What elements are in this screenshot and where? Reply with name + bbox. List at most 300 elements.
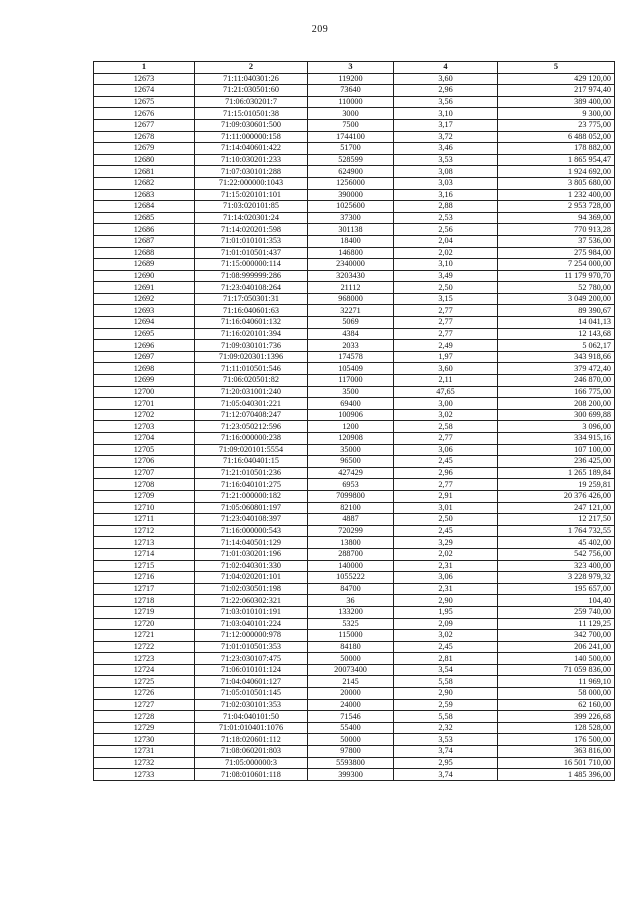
row-number-cell: 12696 xyxy=(94,340,195,352)
area-cell: 100906 xyxy=(308,409,394,421)
column-header-5: 5 xyxy=(498,62,615,74)
value-cell: 379 472,40 xyxy=(498,363,615,375)
table-row xyxy=(94,398,615,410)
cadastral-value-table xyxy=(93,61,615,781)
rate-cell: 3,60 xyxy=(394,363,498,375)
rate-cell: 2,04 xyxy=(394,235,498,247)
row-number-cell: 12673 xyxy=(94,73,195,85)
area-cell: 4384 xyxy=(308,328,394,340)
cadastral-number-cell: 71:14:020301:24 xyxy=(195,212,308,224)
table-row xyxy=(94,293,615,305)
area-cell: 37300 xyxy=(308,212,394,224)
row-number-cell: 12701 xyxy=(94,398,195,410)
table-row xyxy=(94,618,615,630)
row-number-cell: 12704 xyxy=(94,433,195,445)
rate-cell: 2,32 xyxy=(394,722,498,734)
rate-cell: 2,56 xyxy=(394,224,498,236)
value-cell: 52 780,00 xyxy=(498,282,615,294)
area-cell: 50000 xyxy=(308,734,394,746)
value-cell: 246 870,00 xyxy=(498,375,615,387)
table-row xyxy=(94,270,615,282)
table-row xyxy=(94,444,615,456)
value-cell: 12 217,50 xyxy=(498,514,615,526)
area-cell: 117000 xyxy=(308,375,394,387)
area-cell: 51700 xyxy=(308,143,394,155)
row-number-cell: 12713 xyxy=(94,537,195,549)
cadastral-number-cell: 71:14:040601:422 xyxy=(195,143,308,155)
value-cell: 71 059 836,00 xyxy=(498,664,615,676)
row-number-cell: 12718 xyxy=(94,595,195,607)
row-number-cell: 12698 xyxy=(94,363,195,375)
area-cell: 2145 xyxy=(308,676,394,688)
value-cell: 89 390,67 xyxy=(498,305,615,317)
table-row xyxy=(94,375,615,387)
value-cell: 140 500,00 xyxy=(498,653,615,665)
row-number-cell: 12711 xyxy=(94,514,195,526)
value-cell: 208 200,00 xyxy=(498,398,615,410)
cadastral-number-cell: 71:21:000000:182 xyxy=(195,490,308,502)
row-number-cell: 12702 xyxy=(94,409,195,421)
value-cell: 334 915,16 xyxy=(498,433,615,445)
table-row xyxy=(94,757,615,769)
value-cell: 3 096,00 xyxy=(498,421,615,433)
rate-cell: 2,77 xyxy=(394,328,498,340)
table-body xyxy=(94,73,615,780)
cadastral-number-cell: 71:20:031001:240 xyxy=(195,386,308,398)
row-number-cell: 12723 xyxy=(94,653,195,665)
rate-cell: 3,16 xyxy=(394,189,498,201)
cadastral-number-cell: 71:11:040301:26 xyxy=(195,73,308,85)
cadastral-number-cell: 71:01:010501:353 xyxy=(195,641,308,653)
area-cell: 528599 xyxy=(308,154,394,166)
row-number-cell: 12703 xyxy=(94,421,195,433)
value-cell: 14 041,13 xyxy=(498,317,615,329)
area-cell: 5325 xyxy=(308,618,394,630)
table-row xyxy=(94,259,615,271)
cadastral-number-cell: 71:06:010101:124 xyxy=(195,664,308,676)
value-cell: 7 254 000,00 xyxy=(498,259,615,271)
value-cell: 300 699,88 xyxy=(498,409,615,421)
rate-cell: 2,50 xyxy=(394,282,498,294)
area-cell: 7099800 xyxy=(308,490,394,502)
value-cell: 9 300,00 xyxy=(498,108,615,120)
table-row xyxy=(94,676,615,688)
table-row xyxy=(94,282,615,294)
value-cell: 94 369,00 xyxy=(498,212,615,224)
cadastral-number-cell: 71:03:040101:224 xyxy=(195,618,308,630)
table-row xyxy=(94,108,615,120)
cadastral-number-cell: 71:05:040301:221 xyxy=(195,398,308,410)
table-row xyxy=(94,351,615,363)
area-cell: 21112 xyxy=(308,282,394,294)
rate-cell: 3,60 xyxy=(394,73,498,85)
value-cell: 20 376 426,00 xyxy=(498,490,615,502)
cadastral-number-cell: 71:01:030201:196 xyxy=(195,548,308,560)
row-number-cell: 12726 xyxy=(94,688,195,700)
cadastral-number-cell: 71:23:040108:264 xyxy=(195,282,308,294)
table-row xyxy=(94,119,615,131)
row-number-cell: 12692 xyxy=(94,293,195,305)
area-cell: 399300 xyxy=(308,769,394,781)
table-row xyxy=(94,722,615,734)
rate-cell: 2,77 xyxy=(394,479,498,491)
area-cell: 3500 xyxy=(308,386,394,398)
area-cell: 6953 xyxy=(308,479,394,491)
table-row xyxy=(94,386,615,398)
cadastral-number-cell: 71:09:030601:500 xyxy=(195,119,308,131)
cadastral-number-cell: 71:08:999999:286 xyxy=(195,270,308,282)
rate-cell: 2,95 xyxy=(394,757,498,769)
cadastral-number-cell: 71:16:000000:543 xyxy=(195,525,308,537)
cadastral-number-cell: 71:12:000000:978 xyxy=(195,630,308,642)
area-cell: 427429 xyxy=(308,467,394,479)
cadastral-number-cell: 71:23:040108:397 xyxy=(195,514,308,526)
value-cell: 178 882,00 xyxy=(498,143,615,155)
table-row xyxy=(94,688,615,700)
value-cell: 107 100,00 xyxy=(498,444,615,456)
row-number-cell: 12714 xyxy=(94,548,195,560)
area-cell: 146800 xyxy=(308,247,394,259)
rate-cell: 2,45 xyxy=(394,525,498,537)
rate-cell: 2,09 xyxy=(394,618,498,630)
area-cell: 71546 xyxy=(308,711,394,723)
row-number-cell: 12699 xyxy=(94,375,195,387)
row-number-cell: 12719 xyxy=(94,606,195,618)
cadastral-number-cell: 71:21:010501:236 xyxy=(195,467,308,479)
row-number-cell: 12708 xyxy=(94,479,195,491)
area-cell: 5069 xyxy=(308,317,394,329)
value-cell: 19 259,81 xyxy=(498,479,615,491)
rate-cell: 1,95 xyxy=(394,606,498,618)
value-cell: 259 740,00 xyxy=(498,606,615,618)
row-number-cell: 12709 xyxy=(94,490,195,502)
table-row xyxy=(94,699,615,711)
value-cell: 45 402,00 xyxy=(498,537,615,549)
row-number-cell: 12690 xyxy=(94,270,195,282)
table-row xyxy=(94,340,615,352)
cadastral-number-cell: 71:09:020301:1396 xyxy=(195,351,308,363)
rate-cell: 3,53 xyxy=(394,154,498,166)
cadastral-number-cell: 71:04:040601:127 xyxy=(195,676,308,688)
area-cell: 174578 xyxy=(308,351,394,363)
rate-cell: 2,58 xyxy=(394,421,498,433)
rate-cell: 3,54 xyxy=(394,664,498,676)
row-number-cell: 12695 xyxy=(94,328,195,340)
table-row xyxy=(94,328,615,340)
row-number-cell: 12694 xyxy=(94,317,195,329)
cadastral-number-cell: 71:03:020101:85 xyxy=(195,201,308,213)
area-cell: 96500 xyxy=(308,456,394,468)
rate-cell: 3,15 xyxy=(394,293,498,305)
row-number-cell: 12731 xyxy=(94,746,195,758)
area-cell: 73640 xyxy=(308,85,394,97)
value-cell: 62 160,00 xyxy=(498,699,615,711)
row-number-cell: 12686 xyxy=(94,224,195,236)
cadastral-number-cell: 71:11:000000:158 xyxy=(195,131,308,143)
row-number-cell: 12685 xyxy=(94,212,195,224)
area-cell: 84700 xyxy=(308,583,394,595)
row-number-cell: 12691 xyxy=(94,282,195,294)
area-cell: 4887 xyxy=(308,514,394,526)
row-number-cell: 12682 xyxy=(94,177,195,189)
cadastral-number-cell: 71:17:050301:31 xyxy=(195,293,308,305)
row-number-cell: 12683 xyxy=(94,189,195,201)
cadastral-number-cell: 71:18:020601:112 xyxy=(195,734,308,746)
row-number-cell: 12679 xyxy=(94,143,195,155)
table-row xyxy=(94,525,615,537)
cadastral-number-cell: 71:01:010501:437 xyxy=(195,247,308,259)
rate-cell: 2,77 xyxy=(394,317,498,329)
row-number-cell: 12681 xyxy=(94,166,195,178)
table-row xyxy=(94,595,615,607)
rate-cell: 3,29 xyxy=(394,537,498,549)
row-number-cell: 12716 xyxy=(94,572,195,584)
rate-cell: 1,97 xyxy=(394,351,498,363)
table-row xyxy=(94,490,615,502)
table-row xyxy=(94,548,615,560)
rate-cell: 2,81 xyxy=(394,653,498,665)
area-cell: 3000 xyxy=(308,108,394,120)
value-cell: 11 179 970,70 xyxy=(498,270,615,282)
cadastral-number-cell: 71:23:030107:475 xyxy=(195,653,308,665)
row-number-cell: 12674 xyxy=(94,85,195,97)
value-cell: 3 049 200,00 xyxy=(498,293,615,305)
value-cell: 176 500,00 xyxy=(498,734,615,746)
area-cell: 69400 xyxy=(308,398,394,410)
value-cell: 16 501 710,00 xyxy=(498,757,615,769)
value-cell: 11 129,25 xyxy=(498,618,615,630)
table-row xyxy=(94,653,615,665)
table-row xyxy=(94,224,615,236)
rate-cell: 3,03 xyxy=(394,177,498,189)
row-number-cell: 12722 xyxy=(94,641,195,653)
row-number-cell: 12684 xyxy=(94,201,195,213)
rate-cell: 2,90 xyxy=(394,595,498,607)
value-cell: 342 700,00 xyxy=(498,630,615,642)
row-number-cell: 12693 xyxy=(94,305,195,317)
cadastral-number-cell: 71:22:060302:321 xyxy=(195,595,308,607)
area-cell: 390000 xyxy=(308,189,394,201)
cadastral-number-cell: 71:12:070408:247 xyxy=(195,409,308,421)
area-cell: 84180 xyxy=(308,641,394,653)
table-row xyxy=(94,85,615,97)
cadastral-number-cell: 71:02:030101:353 xyxy=(195,699,308,711)
rate-cell: 2,45 xyxy=(394,456,498,468)
cadastral-number-cell: 71:11:010501:546 xyxy=(195,363,308,375)
rate-cell: 2,77 xyxy=(394,433,498,445)
rate-cell: 3,46 xyxy=(394,143,498,155)
cadastral-number-cell: 71:16:040601:63 xyxy=(195,305,308,317)
row-number-cell: 12733 xyxy=(94,769,195,781)
rate-cell: 2,49 xyxy=(394,340,498,352)
table-row xyxy=(94,317,615,329)
value-cell: 1 764 732,55 xyxy=(498,525,615,537)
row-number-cell: 12721 xyxy=(94,630,195,642)
area-cell: 97800 xyxy=(308,746,394,758)
table-row xyxy=(94,433,615,445)
cadastral-number-cell: 71:05:060801:197 xyxy=(195,502,308,514)
value-cell: 1 485 396,00 xyxy=(498,769,615,781)
column-header-3: 3 xyxy=(308,62,394,74)
rate-cell: 3,02 xyxy=(394,630,498,642)
cadastral-number-cell: 71:16:040601:132 xyxy=(195,317,308,329)
table-row xyxy=(94,583,615,595)
value-cell: 37 536,00 xyxy=(498,235,615,247)
table-row xyxy=(94,664,615,676)
table-row xyxy=(94,154,615,166)
rate-cell: 3,74 xyxy=(394,769,498,781)
value-cell: 6 488 052,00 xyxy=(498,131,615,143)
table-row xyxy=(94,560,615,572)
table-row xyxy=(94,537,615,549)
table-row xyxy=(94,73,615,85)
area-cell: 115000 xyxy=(308,630,394,642)
row-number-cell: 12706 xyxy=(94,456,195,468)
cadastral-number-cell: 71:21:030501:60 xyxy=(195,85,308,97)
row-number-cell: 12680 xyxy=(94,154,195,166)
value-cell: 206 241,00 xyxy=(498,641,615,653)
area-cell: 13800 xyxy=(308,537,394,549)
cadastral-number-cell: 71:22:000000:1043 xyxy=(195,177,308,189)
value-cell: 217 974,40 xyxy=(498,85,615,97)
cadastral-number-cell: 71:01:010401:1076 xyxy=(195,722,308,734)
table-row xyxy=(94,131,615,143)
area-cell: 120908 xyxy=(308,433,394,445)
rate-cell: 3,01 xyxy=(394,502,498,514)
cadastral-number-cell: 71:14:040501:129 xyxy=(195,537,308,549)
row-number-cell: 12720 xyxy=(94,618,195,630)
cadastral-number-cell: 71:09:030101:736 xyxy=(195,340,308,352)
cadastral-number-cell: 71:07:030101:288 xyxy=(195,166,308,178)
rate-cell: 2,45 xyxy=(394,641,498,653)
table-row xyxy=(94,201,615,213)
value-cell: 275 984,00 xyxy=(498,247,615,259)
value-cell: 5 062,17 xyxy=(498,340,615,352)
cadastral-number-cell: 71:08:060201:803 xyxy=(195,746,308,758)
cadastral-number-cell: 71:02:030501:198 xyxy=(195,583,308,595)
area-cell: 82100 xyxy=(308,502,394,514)
area-cell: 968000 xyxy=(308,293,394,305)
cadastral-number-cell: 71:04:040101:50 xyxy=(195,711,308,723)
cadastral-number-cell: 71:14:020201:598 xyxy=(195,224,308,236)
rate-cell: 2,02 xyxy=(394,548,498,560)
table-row xyxy=(94,606,615,618)
row-number-cell: 12729 xyxy=(94,722,195,734)
cadastral-number-cell: 71:06:030201:7 xyxy=(195,96,308,108)
rate-cell: 2,90 xyxy=(394,688,498,700)
row-number-cell: 12727 xyxy=(94,699,195,711)
area-cell: 5593800 xyxy=(308,757,394,769)
table-row xyxy=(94,514,615,526)
cadastral-number-cell: 71:05:010501:145 xyxy=(195,688,308,700)
area-cell: 1055222 xyxy=(308,572,394,584)
column-header-4: 4 xyxy=(394,62,498,74)
row-number-cell: 12715 xyxy=(94,560,195,572)
table-row xyxy=(94,572,615,584)
value-cell: 58 000,00 xyxy=(498,688,615,700)
rate-cell: 3,72 xyxy=(394,131,498,143)
area-cell: 36 xyxy=(308,595,394,607)
area-cell: 32271 xyxy=(308,305,394,317)
value-cell: 1 924 692,00 xyxy=(498,166,615,178)
area-cell: 20000 xyxy=(308,688,394,700)
row-number-cell: 12676 xyxy=(94,108,195,120)
area-cell: 7500 xyxy=(308,119,394,131)
table-row xyxy=(94,166,615,178)
row-number-cell: 12717 xyxy=(94,583,195,595)
value-cell: 323 400,00 xyxy=(498,560,615,572)
value-cell: 2 953 728,00 xyxy=(498,201,615,213)
rate-cell: 5,58 xyxy=(394,711,498,723)
header-row xyxy=(94,62,615,74)
value-cell: 770 913,28 xyxy=(498,224,615,236)
area-cell: 119200 xyxy=(308,73,394,85)
column-header-2: 2 xyxy=(195,62,308,74)
rate-cell: 3,10 xyxy=(394,259,498,271)
cadastral-number-cell: 71:08:010601:118 xyxy=(195,769,308,781)
area-cell: 3203430 xyxy=(308,270,394,282)
value-cell: 429 120,00 xyxy=(498,73,615,85)
value-cell: 343 918,66 xyxy=(498,351,615,363)
cadastral-number-cell: 71:15:010501:38 xyxy=(195,108,308,120)
area-cell: 140000 xyxy=(308,560,394,572)
area-cell: 105409 xyxy=(308,363,394,375)
rate-cell: 3,00 xyxy=(394,398,498,410)
row-number-cell: 12677 xyxy=(94,119,195,131)
value-cell: 399 226,68 xyxy=(498,711,615,723)
rate-cell: 2,11 xyxy=(394,375,498,387)
table-row xyxy=(94,479,615,491)
rate-cell: 3,06 xyxy=(394,572,498,584)
table-row xyxy=(94,235,615,247)
value-cell: 104,40 xyxy=(498,595,615,607)
table-row xyxy=(94,421,615,433)
value-cell: 12 143,68 xyxy=(498,328,615,340)
rate-cell: 3,56 xyxy=(394,96,498,108)
table-row xyxy=(94,212,615,224)
area-cell: 35000 xyxy=(308,444,394,456)
table-row xyxy=(94,769,615,781)
page-number: 209 xyxy=(311,24,329,35)
rate-cell: 3,49 xyxy=(394,270,498,282)
rate-cell: 3,02 xyxy=(394,409,498,421)
area-cell: 1200 xyxy=(308,421,394,433)
row-number-cell: 12732 xyxy=(94,757,195,769)
row-number-cell: 12707 xyxy=(94,467,195,479)
rate-cell: 2,96 xyxy=(394,85,498,97)
value-cell: 363 816,00 xyxy=(498,746,615,758)
cadastral-number-cell: 71:16:020101:394 xyxy=(195,328,308,340)
cadastral-number-cell: 71:06:020501:82 xyxy=(195,375,308,387)
table-row xyxy=(94,409,615,421)
table-row xyxy=(94,189,615,201)
table-row xyxy=(94,96,615,108)
row-number-cell: 12730 xyxy=(94,734,195,746)
table-row xyxy=(94,177,615,189)
rate-cell: 3,17 xyxy=(394,119,498,131)
row-number-cell: 12689 xyxy=(94,259,195,271)
cadastral-number-cell: 71:16:040401:15 xyxy=(195,456,308,468)
row-number-cell: 12687 xyxy=(94,235,195,247)
table-row xyxy=(94,467,615,479)
rate-cell: 3,06 xyxy=(394,444,498,456)
cadastral-number-cell: 71:02:040301:330 xyxy=(195,560,308,572)
value-cell: 3 228 979,32 xyxy=(498,572,615,584)
table-row xyxy=(94,711,615,723)
value-cell: 247 121,00 xyxy=(498,502,615,514)
cadastral-number-cell: 71:09:020101:5554 xyxy=(195,444,308,456)
rate-cell: 2,31 xyxy=(394,560,498,572)
